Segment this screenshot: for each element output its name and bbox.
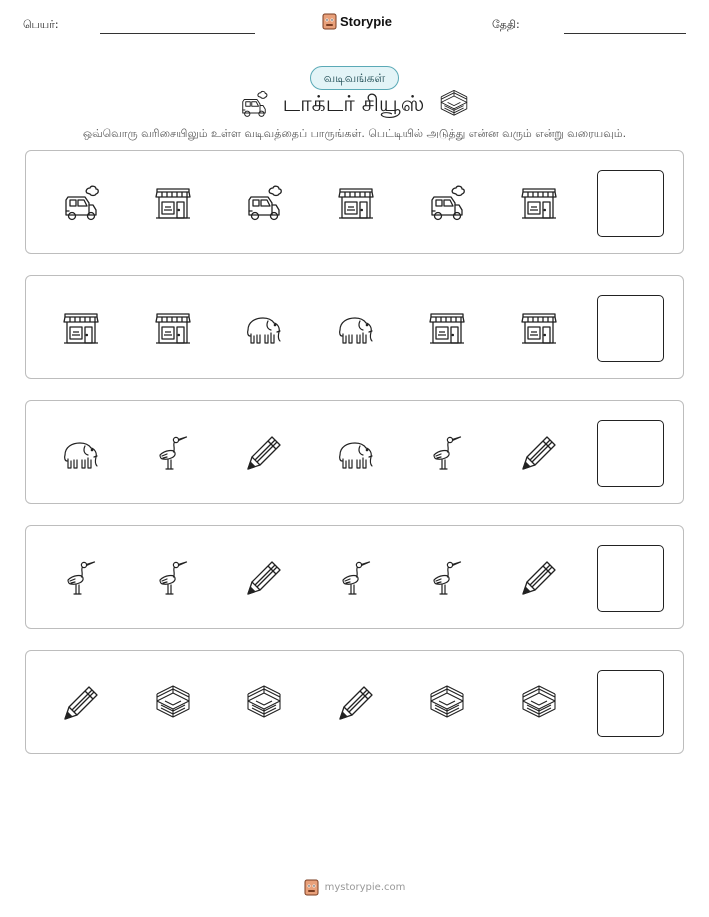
stork-icon (61, 558, 101, 598)
answer-box[interactable] (597, 295, 664, 362)
pencil-icon (519, 433, 559, 473)
date-field-line[interactable] (564, 33, 686, 34)
answer-box[interactable] (597, 420, 664, 487)
date-label: தேதி: (492, 18, 520, 31)
auto-rickshaw-icon (427, 183, 467, 223)
auto-rickshaw-icon (61, 183, 101, 223)
elephant-icon (244, 308, 284, 348)
shop-icon (519, 308, 559, 348)
pattern-row (25, 275, 684, 379)
brand-logo (322, 13, 392, 30)
pencil-icon (61, 683, 101, 723)
shop-icon (427, 308, 467, 348)
elephant-icon (61, 433, 101, 473)
footer (0, 879, 709, 896)
storypie-mascot-icon (322, 13, 337, 30)
shop-icon (153, 308, 193, 348)
pencil-icon (244, 558, 284, 598)
category-badge: வடிவங்கள் (310, 66, 399, 90)
elephant-icon (336, 308, 376, 348)
pattern-row (25, 525, 684, 629)
pencil-icon (519, 558, 559, 598)
name-label: பெயர்: (23, 18, 59, 31)
pencil-icon (336, 683, 376, 723)
storypie-mascot-icon (304, 879, 319, 896)
answer-box[interactable] (597, 670, 664, 737)
stork-icon (153, 433, 193, 473)
shop-icon (61, 308, 101, 348)
pattern-row (25, 150, 684, 254)
shop-icon (336, 183, 376, 223)
answer-box[interactable] (597, 170, 664, 237)
instructions: ஒவ்வொரு வரிசையிலும் உள்ள வடிவத்தைப் பாருங்கள். பெட்டியில் அடுத்து என்ன வரும் என்று வரையவும். (82, 127, 627, 140)
stork-icon (336, 558, 376, 598)
answer-box[interactable] (597, 545, 664, 612)
auto-rickshaw-icon (244, 183, 284, 223)
footer-website: mystorypie.com (324, 882, 406, 893)
pattern-row (25, 400, 684, 504)
brand-name: Storypie (340, 14, 393, 29)
title-boxing-ring-icon (438, 88, 470, 124)
pencil-icon (244, 433, 284, 473)
elephant-icon (336, 433, 376, 473)
pattern-row (25, 650, 684, 754)
title-row (0, 90, 709, 122)
stork-icon (153, 558, 193, 598)
stork-icon (427, 433, 467, 473)
boxing-ring-icon (427, 683, 467, 723)
title-auto-rickshaw-icon (239, 89, 269, 123)
worksheet-title: டாக்டர் சியூஸ் (282, 92, 425, 117)
name-field-line[interactable] (100, 33, 255, 34)
shop-icon (519, 183, 559, 223)
boxing-ring-icon (244, 683, 284, 723)
boxing-ring-icon (519, 683, 559, 723)
shop-icon (153, 183, 193, 223)
stork-icon (427, 558, 467, 598)
boxing-ring-icon (153, 683, 193, 723)
